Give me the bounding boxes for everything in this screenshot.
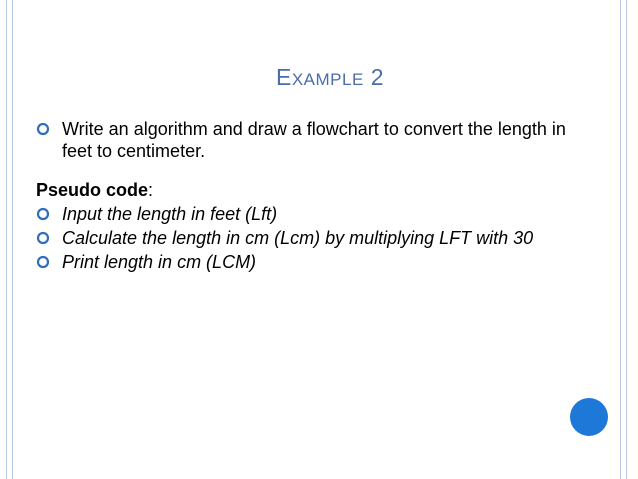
pseudo-code-colon: : (148, 180, 154, 200)
circle-bullet-icon (36, 255, 50, 269)
circle-bullet-icon (36, 122, 50, 136)
slide-title (0, 64, 638, 91)
circle-bullet-icon (36, 207, 50, 221)
title-rest: XAMPLE (291, 70, 364, 89)
pseudo-code-heading: Pseudo code (36, 180, 149, 200)
step-item (36, 251, 576, 273)
circle-bullet-icon (36, 231, 50, 245)
step-item (36, 203, 576, 225)
title-number: 2 (363, 64, 384, 90)
step-item (36, 227, 576, 249)
intro-bullet (36, 118, 576, 162)
slide-content (36, 118, 576, 273)
intro-text: Write an algorithm and draw a flowchart to convert the length in feet to centimeter. (62, 119, 566, 161)
blue-circle-decoration (570, 398, 608, 436)
pseudo-code-heading-line (36, 179, 576, 201)
step-text: Print length in cm (LCM) (62, 252, 257, 272)
title-first-letter: E (275, 64, 292, 90)
step-text: Input the length in feet (Lft) (62, 204, 278, 224)
step-text: Calculate the length in cm (Lcm) by multiplying LFT with 30 (62, 228, 534, 248)
